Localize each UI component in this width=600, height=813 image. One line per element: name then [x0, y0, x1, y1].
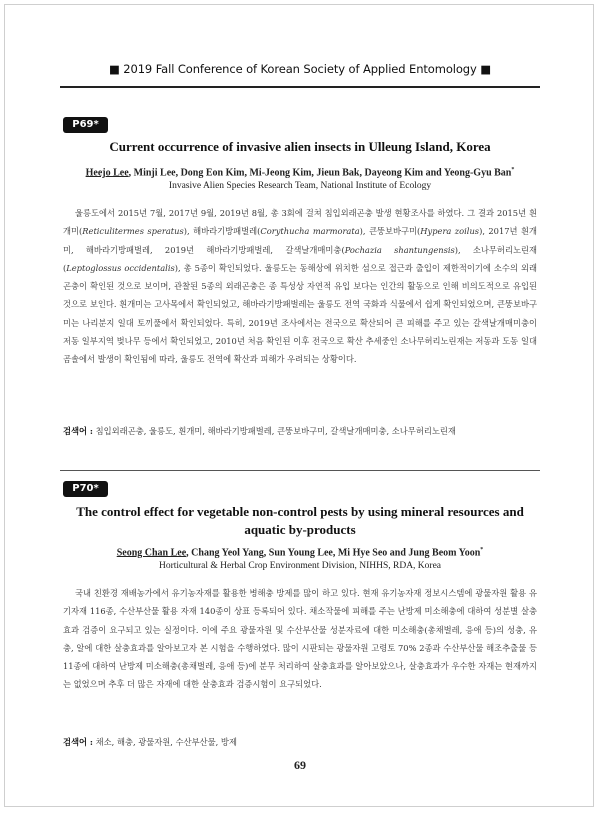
coauthors: , Minji Lee, Dong Eon Kim, Mi-Jeong Kim, Jieun Bak, Dayeong Kim and Yeong-Gyu Ban: [128, 167, 512, 179]
author-list: [63, 544, 537, 559]
abstract-id-badge: P69*: [63, 117, 108, 133]
section-divider: [60, 470, 540, 471]
species-name: Leptoglossus occidentalis: [66, 262, 175, 273]
conference-header: ■ 2019 Fall Conference of Korean Society of Applied Entomology ■: [108, 62, 492, 76]
coauthors: , Chang Yeol Yang, Sun Young Lee, Mi Hye Seo and Jung Beom Yoon: [186, 547, 481, 559]
corresponding-mark: *: [511, 167, 515, 173]
abstract-body: 울릉도에서 2015년 7월, 2017년 9월, 2019년 8월, 총 3회에 걸쳐 침입외래곤충 발생 현황조사를 하였다. 그 결과 2015년 흰개미(Reticulitermes speratus), 해바라기방패벌레(Corythucha marmorata), 큰뚱보바구미(Hypera zoilus), 2017년 흰개미, 해바라기방패벌레, 2019년 해바라기방패벌레, 갈색날개매미충(Pochazia shantungensis), 소나무허리노린재(Leptoglossus occidentalis), 총 5종이 확인되었다. 울릉도는 동해상에 위치한 섬으로 접근과 출입이 제한적이기에 소수의 외래곤충이 확인된 것으로 보이며, 관찰된 5종의 외래곤충은 종 특성상 자연적 유입 보다는 인간의 활동으로 인해 비의도적으로 유입된 것으로 보인다. 흰개미는 고사목에서 확인되었고, 해바라기방패벌레는 울릉도 전역 국화과 식물에서 쉽게 확인되었으며, 큰뚱보바구미는 나리분지 일대 토끼풀에서 확인되었다. 특히, 2019년 조사에서는 전국으로 확산되어 큰 피해를 주고 있는 갈색날개매미충이 저동 일부지역 벚나무 등에서 확인되었고, 2010년 처음 확인된 이후 전국으로 확산 추세중인 소나무허리노린재는 저동과 도동 일대 곰솔에서 발생이 확인됨에 따라, 울릉도 전역에 확산과 피해가 우려되는 상황이다.: [63, 208, 538, 365]
species-name: Reticulitermes speratus: [82, 226, 184, 237]
species-name: Pochazia shantungensis: [344, 244, 455, 255]
page-number: 69: [294, 758, 306, 772]
header-rule: [60, 86, 540, 88]
affiliation: Invasive Alien Species Research Team, National Institute of Ecology: [168, 181, 432, 191]
keywords-label: 검색어 :: [63, 426, 93, 436]
abstract-body: 국내 친환경 재배농가에서 유기농자재를 활용한 병해충 방제를 많이 하고 있다. 현재 유기농자재 정보시스템에 광물자원 활용 유기자재 116종, 수산부산물 활용 자재 140종이 상표 등록되어 있다. 채소작물에 피해를 주는 난방제 미소해충에 대하여 성분별 살충효과 검증이 요구되고 있는 실정이다. 이에 주요 광물자원 및 수산부산물 성분자료에 대한 미소해충(총채벌레, 응애 등)의 성충, 유충, 알에 대한 살충효과를 알아보고자 본 시험을 수행하였다. 많이 시판되는 광물자원 고령토 70% 2종과 수산부산물 해조추출물 등 11종에 대하여 난방제 미소해충(총채벌레, 응애 등)에 분무 처리하여 살충효과를 알아보았으나, 살충효과가 우수한 자재는 현재까지는 없었으며 추후 더 많은 자재에 대한 살충효과 검증시험이 요구되었다.: [63, 588, 537, 690]
keywords-label: 검색어 :: [63, 737, 93, 747]
keywords-text: 침입외래곤충, 울릉도, 흰개미, 해바라기방패벌레, 큰뚱보바구미, 갈색날개매미충, 소나무허리노린재: [95, 426, 456, 436]
species-name: Hypera zoilus: [420, 226, 480, 237]
presenting-author: Seong Chan Lee: [116, 547, 187, 559]
keywords: [63, 424, 537, 438]
keywords: [63, 735, 537, 749]
abstract-title: Current occurrence of invasive alien insects in Ulleung Island, Korea: [109, 139, 491, 154]
presenting-author: Heejo Lee: [85, 167, 129, 179]
corresponding-mark: *: [480, 547, 484, 553]
species-name: Corythucha marmorata: [260, 226, 360, 237]
abstract-title: The control effect for vegetable non-control pests by using mineral resources and aquatic by-products: [76, 504, 524, 537]
keywords-text: 채소, 해충, 광물자원, 수산부산물, 방제: [95, 737, 237, 747]
author-list: [63, 164, 537, 179]
abstract-id-badge: P70*: [63, 481, 108, 497]
affiliation: Horticultural & Herbal Crop Environment Division, NIHHS, RDA, Korea: [158, 561, 442, 571]
